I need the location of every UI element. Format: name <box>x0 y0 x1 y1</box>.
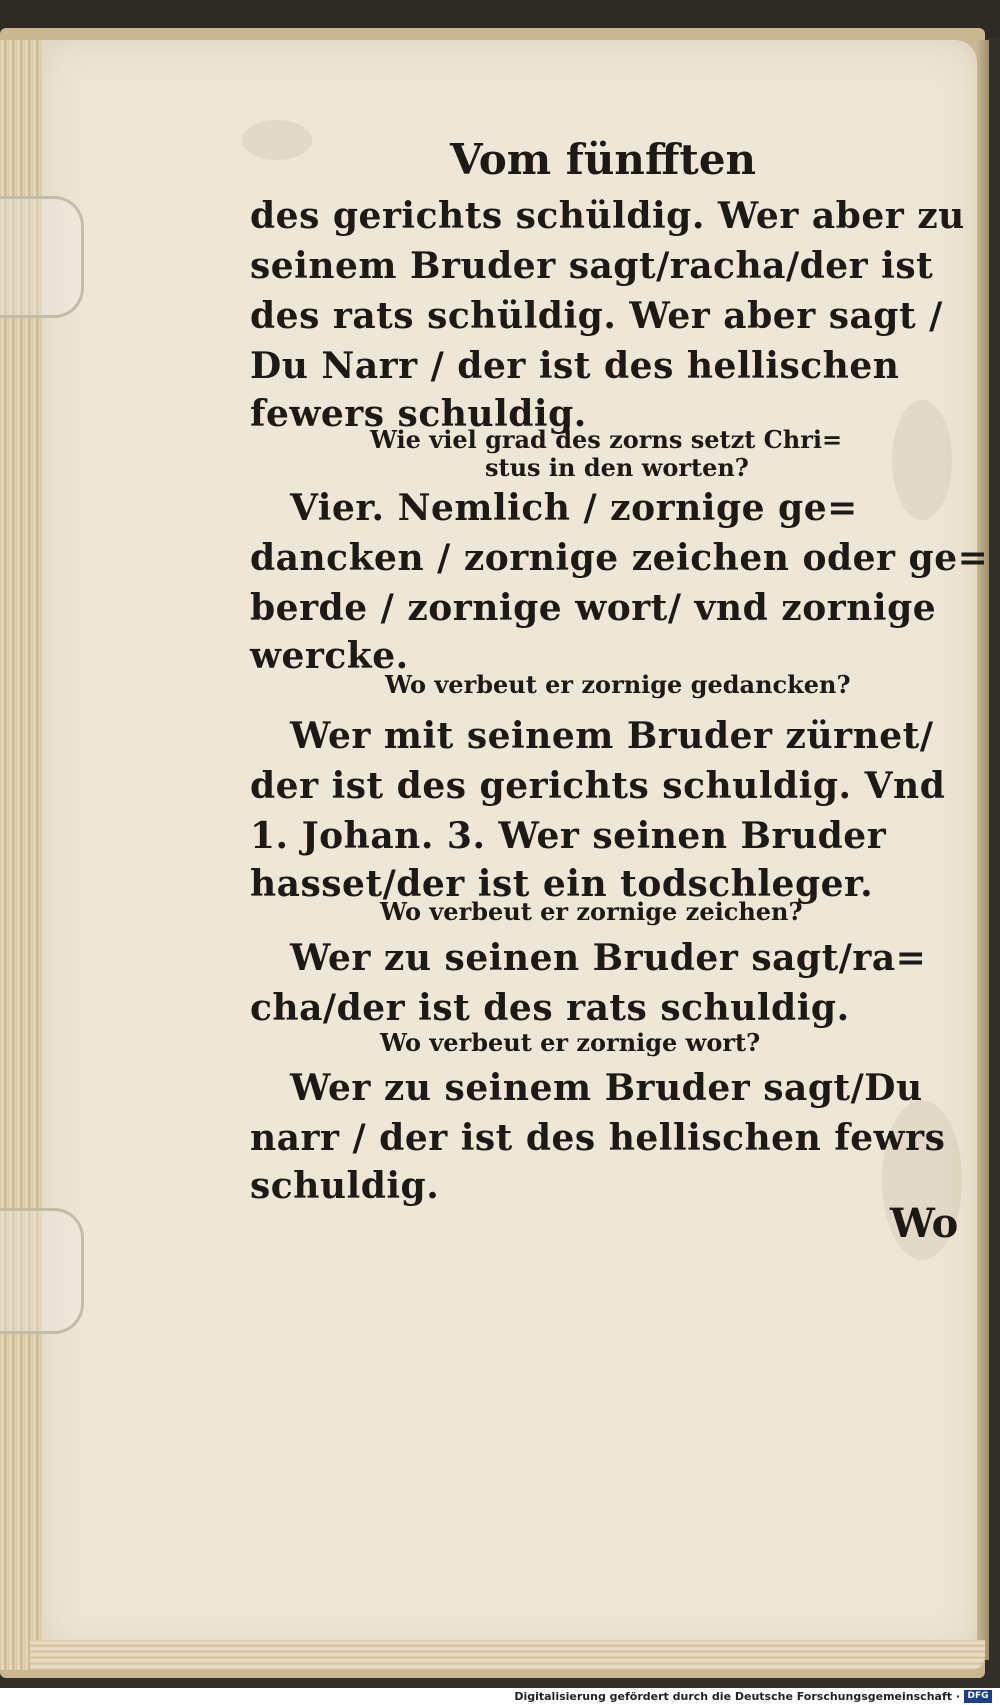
running-head: Vom fünfften <box>450 135 757 184</box>
text-line: narr / der ist des hellischen fewrs <box>250 1117 946 1159</box>
text-line: der ist des gerichts schuldig. Vnd <box>250 765 946 807</box>
book-clip <box>0 196 84 318</box>
stain <box>242 120 312 160</box>
text-line: seinem Bruder sagt/racha/der ist <box>250 245 934 287</box>
text-line: des rats schüldig. Wer aber sagt / <box>250 295 943 337</box>
text-line: Wer zu seinen Bruder sagt/ra= <box>290 937 927 979</box>
text-line: wercke. <box>250 635 409 677</box>
text-line: Du Narr / der ist des hellischen <box>250 345 900 387</box>
question-heading: Wo verbeut er zornige gedancken? <box>385 670 851 699</box>
question-heading: Wie viel grad des zorns setzt Chri= <box>370 425 843 454</box>
page-stack-bottom <box>30 1640 985 1670</box>
text-line: des gerichts schüldig. Wer aber zu <box>250 195 965 237</box>
question-heading: stus in den worten? <box>485 453 749 482</box>
text-line: cha/der ist des rats schuldig. <box>250 987 850 1029</box>
text-line: hasset/der ist ein todschleger. <box>250 863 874 905</box>
text-line: fewers schuldig. <box>250 393 587 435</box>
text-line: Vier. Nemlich / zornige ge= <box>290 487 858 529</box>
question-heading: Wo verbeut er zornige zeichen? <box>380 897 803 926</box>
text-line: berde / zornige wort/ vnd zornige <box>250 587 937 629</box>
text-line: dancken / zornige zeichen oder ge= <box>250 537 989 579</box>
footer-bar <box>0 1688 1000 1705</box>
book-clip <box>0 1208 84 1334</box>
catchword: Wo <box>890 1200 959 1247</box>
text-line: Wer mit seinem Bruder zürnet/ <box>290 715 934 757</box>
text-line: schuldig. <box>250 1165 440 1207</box>
dfg-logo: DFG <box>964 1690 992 1703</box>
funding-credit: Digitalisierung gefördert durch die Deutsche Forschungsgemeinschaft · <box>514 1690 960 1703</box>
question-heading: Wo verbeut er zornige wort? <box>380 1028 761 1057</box>
text-line: 1. Johan. 3. Wer seinen Bruder <box>250 815 887 857</box>
text-line: Wer zu seinem Bruder sagt/Du <box>290 1067 923 1109</box>
